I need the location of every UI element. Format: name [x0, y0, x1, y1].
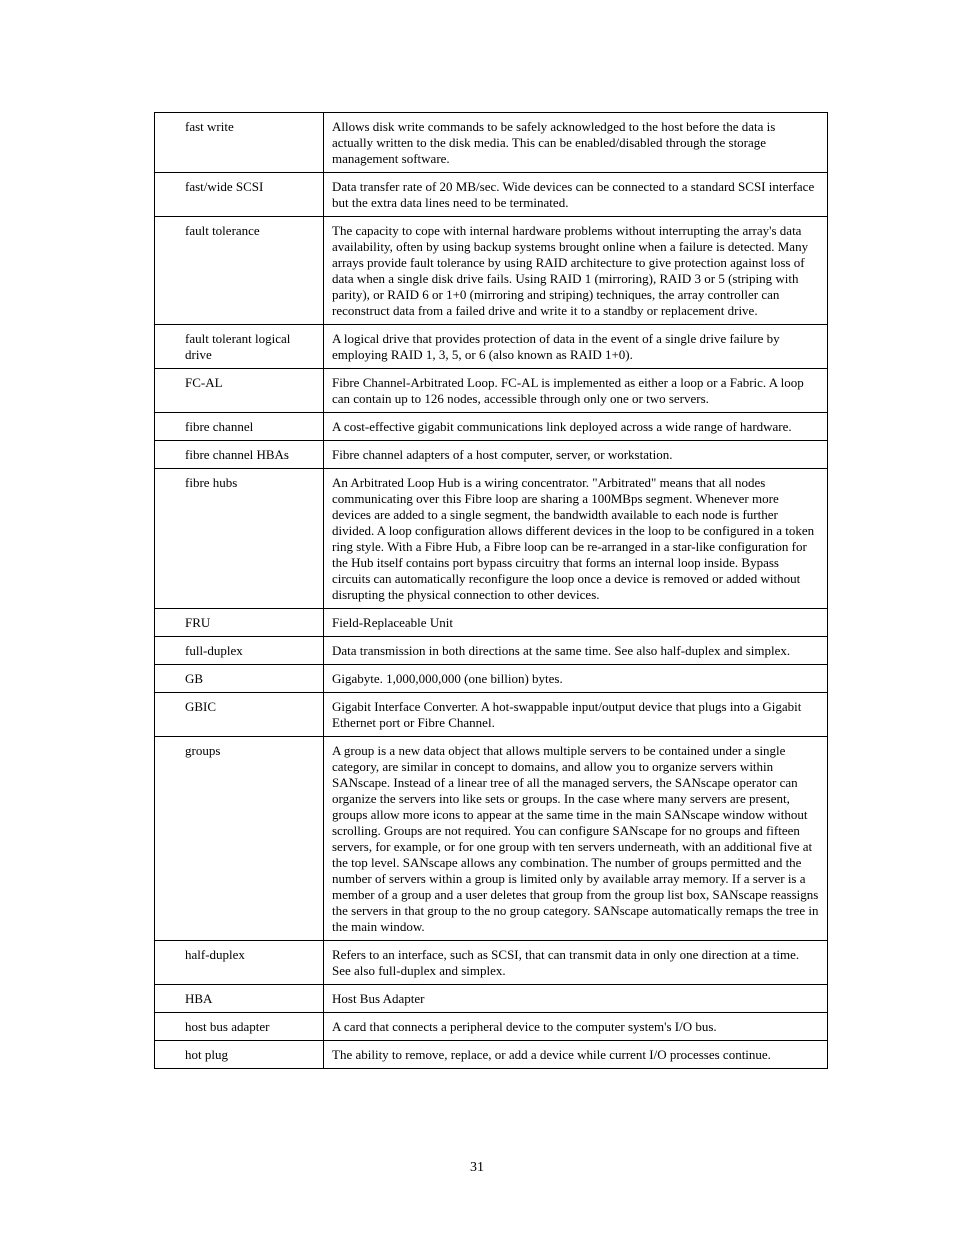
- table-row: [155, 737, 828, 941]
- table-row: [155, 693, 828, 737]
- glossary-term: FC-AL: [155, 369, 324, 413]
- glossary-definition: Fibre channel adapters of a host computer, server, or workstation.: [324, 441, 828, 469]
- glossary-term: GB: [155, 665, 324, 693]
- glossary-definition: Gigabit Interface Converter. A hot-swappable input/output device that plugs into a Gigabit Ethernet port or Fibre Channel.: [324, 693, 828, 737]
- glossary-term: fast write: [155, 113, 324, 173]
- table-row: [155, 413, 828, 441]
- table-row: [155, 369, 828, 413]
- table-row: [155, 113, 828, 173]
- glossary-definition: Refers to an interface, such as SCSI, that can transmit data in only one direction at a time. See also full-duplex and simplex.: [324, 941, 828, 985]
- glossary-term: GBIC: [155, 693, 324, 737]
- table-row: [155, 665, 828, 693]
- glossary-term: fault tolerant logical drive: [155, 325, 324, 369]
- glossary-table: [154, 112, 828, 1069]
- table-row: [155, 325, 828, 369]
- glossary-term: FRU: [155, 609, 324, 637]
- glossary-definition: Data transmission in both directions at the same time. See also half-duplex and simplex.: [324, 637, 828, 665]
- glossary-term: fibre channel HBAs: [155, 441, 324, 469]
- table-row: [155, 637, 828, 665]
- glossary-definition: Field-Replaceable Unit: [324, 609, 828, 637]
- glossary-definition: Gigabyte. 1,000,000,000 (one billion) bytes.: [324, 665, 828, 693]
- glossary-term: fibre channel: [155, 413, 324, 441]
- glossary-table-body: [155, 113, 828, 1069]
- glossary-definition: Host Bus Adapter: [324, 985, 828, 1013]
- glossary-term: fibre hubs: [155, 469, 324, 609]
- glossary-term: hot plug: [155, 1041, 324, 1069]
- page-number: 31: [470, 1160, 484, 1175]
- table-row: [155, 173, 828, 217]
- glossary-term: full-duplex: [155, 637, 324, 665]
- glossary-definition: A card that connects a peripheral device to the computer system's I/O bus.: [324, 1013, 828, 1041]
- glossary-term: HBA: [155, 985, 324, 1013]
- glossary-definition: Allows disk write commands to be safely acknowledged to the host before the data is actually written to the disk media. This can be enabled/disabled through the storage management software.: [324, 113, 828, 173]
- glossary-definition: A group is a new data object that allows multiple servers to be contained under a single category, are similar in concept to domains, and allow you to organize servers within SANscape. Instead of a linear tree of all the managed servers, the SANscape operator can organize the servers into like sets or groups. In the case where many servers are present, groups allow more icons to appear at the same time in the main SANscape window without scrolling. Groups are not required. You can configure SANscape for no groups and fifteen servers, for example, or for one group with ten servers underneath, with an additional five at the top level. SANscape allows any combination. The number of groups permitted and the number of servers within a group is limited only by available array memory. If a server is a member of a group and a user deletes that group from the group list box, SANscape reassigns the servers in that group to the no group category. SANscape automatically remaps the tree in the main window.: [324, 737, 828, 941]
- table-row: [155, 941, 828, 985]
- table-row: [155, 609, 828, 637]
- glossary-definition: Data transfer rate of 20 MB/sec. Wide devices can be connected to a standard SCSI interface but the extra data lines need to be terminated.: [324, 173, 828, 217]
- glossary-definition: Fibre Channel-Arbitrated Loop. FC-AL is implemented as either a loop or a Fabric. A loop can contain up to 126 nodes, accessible through only one or two servers.: [324, 369, 828, 413]
- table-row: [155, 1013, 828, 1041]
- table-row: [155, 217, 828, 325]
- glossary-term: fault tolerance: [155, 217, 324, 325]
- table-row: [155, 985, 828, 1013]
- glossary-definition: The capacity to cope with internal hardware problems without interrupting the array's data availability, often by using backup systems brought online when a failure is detected. Many arrays provide fault tolerance by using RAID architecture to give protection against loss of data when a single disk drive fails. Using RAID 1 (mirroring), RAID 3 or 5 (striping with parity), or RAID 6 or 1+0 (mirroring and striping) techniques, the array controller can reconstruct data from a failed drive and write it to a standby or replacement drive.: [324, 217, 828, 325]
- glossary-term: half-duplex: [155, 941, 324, 985]
- table-row: [155, 1041, 828, 1069]
- glossary-term: host bus adapter: [155, 1013, 324, 1041]
- glossary-term: fast/wide SCSI: [155, 173, 324, 217]
- glossary-term: groups: [155, 737, 324, 941]
- table-row: [155, 469, 828, 609]
- glossary-definition: The ability to remove, replace, or add a device while current I/O processes continue.: [324, 1041, 828, 1069]
- table-row: [155, 441, 828, 469]
- glossary-definition: A logical drive that provides protection of data in the event of a single drive failure by employing RAID 1, 3, 5, or 6 (also known as RAID 1+0).: [324, 325, 828, 369]
- glossary-definition: A cost-effective gigabit communications link deployed across a wide range of hardware.: [324, 413, 828, 441]
- glossary-definition: An Arbitrated Loop Hub is a wiring concentrator. "Arbitrated" means that all nodes communicating over this Fibre loop are sharing a 100MBps segment. Whenever more devices are added to a single segment, the bandwidth available to each node is further divided. A loop configuration allows different devices in the loop to be configured in a token ring style. With a Fibre Hub, a Fibre loop can be re-arranged in a star-like configuration for the Hub itself contains port bypass circuitry that forms an internal loop inside. Bypass circuits can automatically reconfigure the loop once a device is removed or added without disrupting the physical connection to other devices.: [324, 469, 828, 609]
